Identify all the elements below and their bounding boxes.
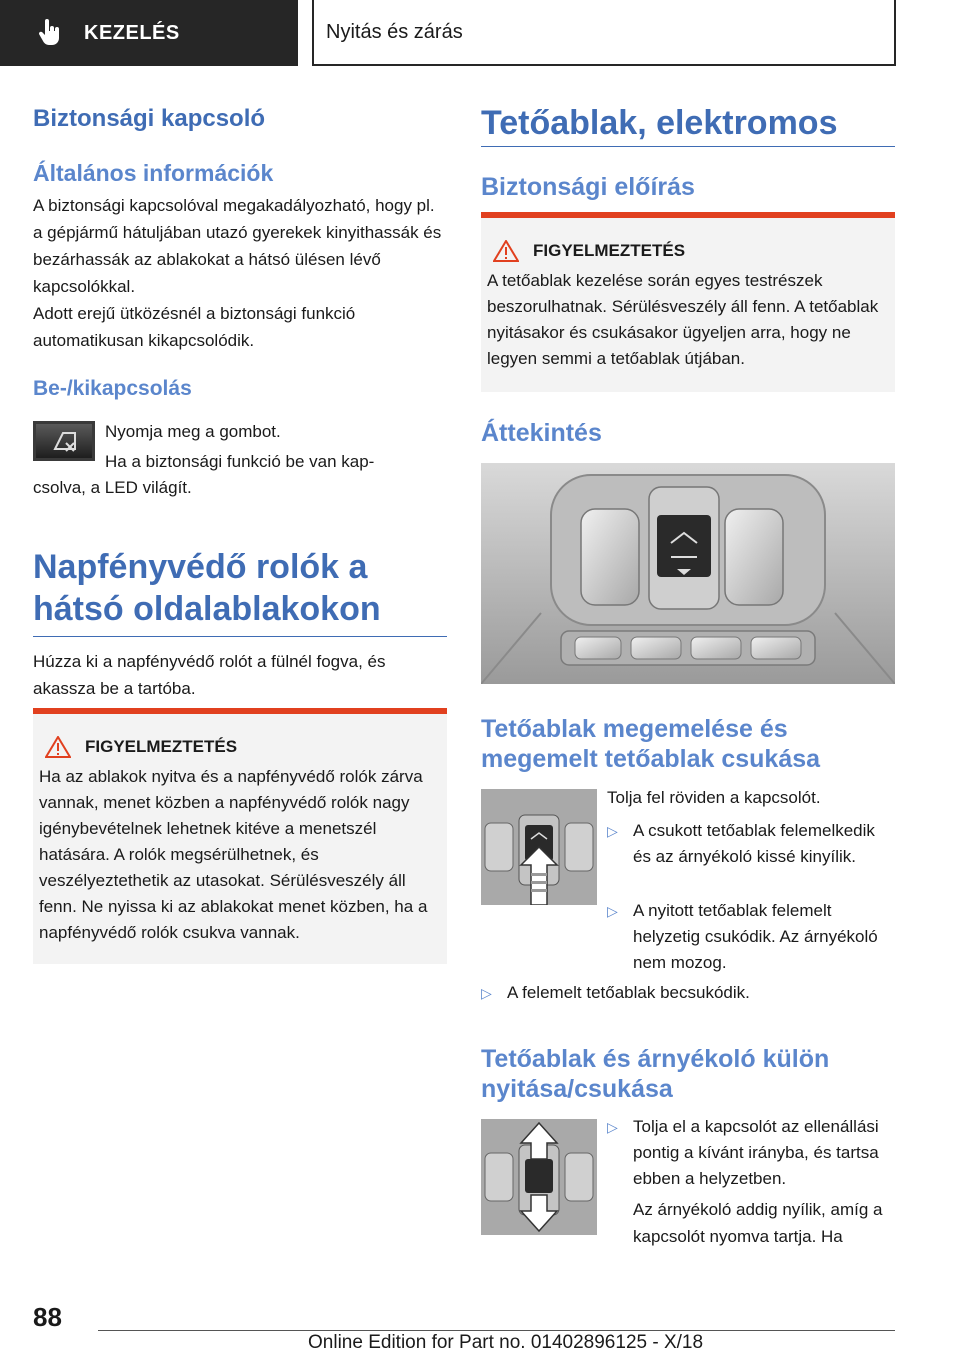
window-lock-button-image: [33, 421, 95, 461]
paragraph-sunshade: Húzza ki a napfényvédő rolót a fülnél fogva, és akassza be a tartóba.: [33, 652, 386, 698]
heading-general-info: Általános információk: [33, 160, 274, 186]
list-item: [607, 1114, 895, 1192]
chapter-header: [312, 0, 896, 66]
list-item: [607, 898, 895, 976]
paragraph-separate-2: Az árnyékoló addig nyílik, amíg a kapcsolót nyomva tartja. Ha: [633, 1200, 883, 1246]
switch-push-up-image: [481, 789, 597, 905]
triangle-bullet-icon: ▷: [607, 823, 618, 839]
triangle-bullet-icon: ▷: [481, 985, 492, 1001]
warning-box-sunshade: [33, 708, 447, 964]
triangle-bullet-icon: ▷: [607, 1119, 618, 1135]
page-number: 88: [33, 1302, 62, 1332]
heading-sunshade-blinds: Napfényvédő rolók a hátsó oldalablakokon: [33, 546, 447, 637]
warning-text: A tetőablak kezelése során egyes testrészek beszorulhatnak. Sérülésveszély áll fenn. A tetőablak nyitásakor és csukásakor ügyeljen arra, hogy ne legyen semmi a tetőablak útjában.: [487, 271, 879, 368]
footer-divider: [98, 1330, 895, 1331]
heading-electric-sunroof: Tetőablak, elektromos: [481, 102, 895, 147]
heading-overview: Áttekintés: [481, 419, 602, 447]
heading-separate-open-close: Tetőablak és árnyékoló külön nyitása/csukása: [481, 1045, 830, 1103]
heading-raise-sunroof: Tetőablak megemelése és megemelt tetőablak csukása: [481, 715, 821, 773]
warning-text: Ha az ablakok nyitva és a napfényvédő rolók zárva vannak, menet közben a napfényvédő rolók nagy igénybevételnek lehetnek kitéve a menetszél hatására. A rolók megsérülhetnek, és veszélyeztethetik az utasokat. Sérülésveszély áll fenn. Ne nyissa ki az ablakokat menet közben, ha a napfényvédő rolók csukva vannak.: [39, 767, 428, 942]
paragraph-press-button: Nyomja meg a gombot.: [105, 422, 281, 441]
footer-edition-text: Online Edition for Part no. 01402896125 - X/18: [308, 1332, 704, 1353]
warning-box-sunroof: [481, 212, 895, 392]
paragraph-led-2: csolva, a LED világít.: [33, 478, 192, 497]
warning-title: FIGYELMEZTETÉS: [85, 737, 238, 756]
warning-header: [39, 736, 437, 758]
heading-safety-switch: Biztonsági kapcsoló: [33, 105, 266, 132]
heading-safety-rule: Biztonsági előírás: [481, 173, 695, 201]
list-item-text: Tolja el a kapcsolót az ellenállási pontig a kívánt irányba, és tartsa ebben a helyzetben.: [633, 1117, 879, 1188]
paragraph-led-1: Ha a biztonsági funkció be van kap-: [105, 452, 375, 471]
list-item-text: A felemelt tetőablak becsukódik.: [507, 983, 750, 1002]
warning-triangle-icon: [493, 240, 519, 262]
hand-pointer-icon: [38, 19, 62, 47]
warning-header: [487, 240, 885, 262]
section-title: KEZELÉS: [84, 21, 180, 44]
list-item-text: A csukott tetőablak felemelkedik és az árnyékoló kissé kinyílik.: [633, 821, 875, 866]
warning-title: FIGYELMEZTETÉS: [533, 241, 686, 260]
chapter-title: Nyitás és zárás: [326, 20, 463, 43]
heading-on-off: Be-/kikapcsolás: [33, 377, 192, 400]
triangle-bullet-icon: ▷: [607, 903, 618, 919]
paragraph-general-2: Adott erejű ütközésnél a biztonsági funkció automatikusan kikapcsolódik.: [33, 304, 356, 350]
list-item: [607, 818, 895, 870]
warning-triangle-icon: [45, 736, 71, 758]
footer-edition: [308, 1332, 703, 1354]
list-item-text: A nyitott tetőablak felemelt helyzetig csukódik. Az árnyékoló nem mozog.: [633, 901, 878, 972]
list-item: [481, 980, 895, 1006]
paragraph-push-up: Tolja fel röviden a kapcsolót.: [607, 788, 821, 807]
paragraph-general-1: A biztonsági kapcsolóval megakadályozható, hogy pl. a gépjármű hátuljában utazó gyerekek kinyithassák és bezárhassák az ablakokat a hátsó ülésen lévő kapcsolókkal.: [33, 196, 442, 296]
switch-slide-image: [481, 1119, 597, 1235]
overhead-console-image: [481, 463, 895, 684]
section-tab: [0, 0, 298, 66]
